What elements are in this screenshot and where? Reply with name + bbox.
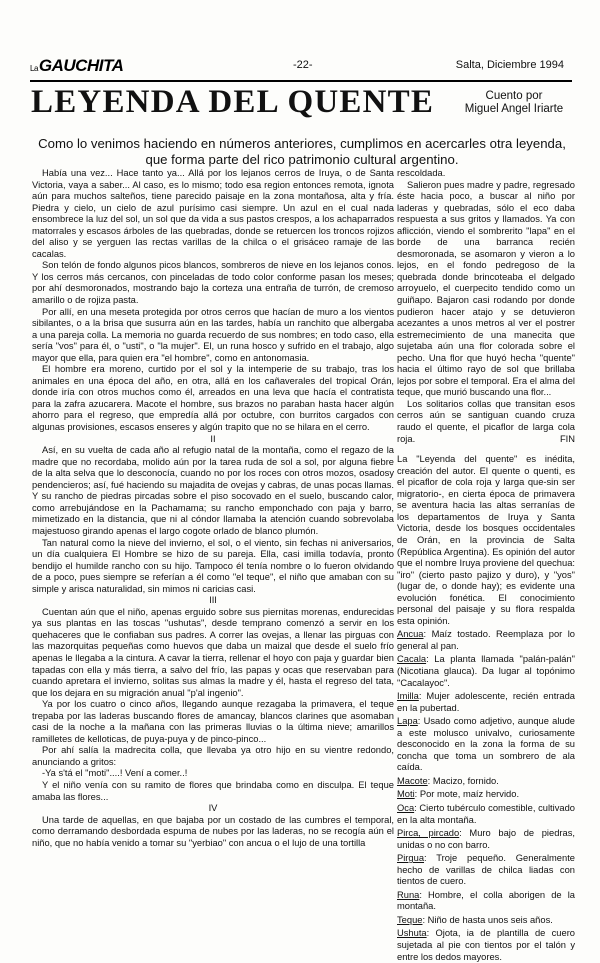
glossary-term: Macote bbox=[397, 775, 428, 786]
glossary-definition: : Troje pequeño. Generalmente hecho de varillas de chilca liadas con tientos de cuero. bbox=[397, 853, 575, 887]
section-number: IV bbox=[208, 803, 218, 814]
glossary-definition: : Cierto tubérculo comestible, cultivado en la alta montaña. bbox=[397, 802, 575, 825]
paragraph: Salieron pues madre y padre, regresado éste hacia poco, a buscar al niño por laderas y quebradas, sólo el eco daba respuesta a sus gritos y llamados. Ya con aflicción, viendo el sombrerito "lapa" en el borde de una barranca recién desmoronada, se asomaron y vieron a lo lejos, en el fondo pedregoso de la quebrada donde brincoteaba el delgado arroyuelo, el cuerpecito tendido como un guiñapo. Bajaron casi rodando por donde pudieron hacer atajo y se detuvieron acezantes a unos metros al ver el postrer estremecimiento de una manecita que sujetaba aún una flor colorada sobre el pecho. Una flor que huyó hecha "quente" hacia el último rayo de sol que brillaba lejos por sobre el temporal. Era el alma del teque, que murió buscando una flor... bbox=[397, 179, 575, 398]
glossary-term: Pirca, pircado bbox=[397, 828, 460, 839]
glossary-entry bbox=[397, 776, 575, 788]
glossary-term: Pirgua bbox=[397, 853, 425, 864]
article-column-left bbox=[32, 168, 394, 898]
glossary-entry bbox=[397, 890, 575, 913]
closing-paragraph: Los solitarios collas que transitan esos cerros aún se santiguan cuando cruza raudo el quente, el picaflor de larga cola roja. bbox=[397, 398, 575, 444]
glossary-term: Teque bbox=[397, 914, 423, 925]
glossary-definition: : Niño de hasta unos seis años. bbox=[422, 914, 553, 925]
glossary-definition: : Mujer adolescente, recién entrada en la pubertad. bbox=[397, 691, 575, 713]
logo-text: GAUCHITA bbox=[38, 56, 124, 75]
masthead bbox=[30, 56, 572, 80]
glossary-entry bbox=[397, 928, 575, 963]
page-number: -22- bbox=[293, 59, 313, 71]
dateline: Salta, Diciembre 1994 bbox=[455, 59, 564, 71]
newspaper-logo bbox=[30, 56, 123, 76]
glossary-definition: : Ojota, ia de plantilla de cuero sujetada al pie con tientos por el talón y entre los dedos mayores. bbox=[397, 928, 575, 962]
end-mark: FIN bbox=[559, 433, 575, 444]
glossary-entry bbox=[397, 789, 575, 801]
article-column-right bbox=[397, 168, 575, 962]
section-number: II bbox=[210, 433, 216, 444]
paragraph: Por allí, en una meseta protegida por otros cerros que hacían de muro a los vientos sibilantes, o a la brisa que susurra aún en las tardes, había un ranchito que albergaba a una pareja colla. La memoria no guarda recuerdo de sus nombres; en todo caso, ella sería "vos" para él, o "usti", o "la mujer". El, un runa hosco y sufrido en el trabajo, algo mayor que ella, para quien era "el hombre", como en antonomasia. bbox=[32, 306, 394, 363]
glossary-term: Lapa bbox=[397, 716, 418, 727]
paragraph: Así, en su vuelta de cada año al refugio natal de la montaña, como el regazo de la madre que no recordaba, molido aún por la tarea ruda de sol a sol, por alguna fiebre de la alta selva que lo desconocía, cuando no por los roces con otros mozos, osadosy pendencieros; así, fué haciendo su majadita de ovejas y cabras, de unas pocas llamas. Y su rancho de piedras pircadas sobre el piso socovado en el suelo, buscando calor, como arrebujándose en la Pachamama; su rancho emponchado con paja y barro, mimetizado en la distancia, que ni al cóndor llamaba la atención cuando sobrevolaba majestuoso girando apenas el largo cogote orlado de blanco plumón. bbox=[32, 445, 394, 536]
paragraph: Cuentan aún que el niño, apenas erguido sobre sus piernitas morenas, endurecidas ya sus plantas en las toscas "ushutas", desde temprano comenzó a servir en los quehaceres que le confiaban sus padres. A correr las ovejas, a llenar las pirguas con las mazorquitas pequeñas como huevos que daba un maizal que desde el suelo frío apenas le llegaba a la cintura. A cavar la tierra, rellenar el hoyo con paja y guardar bien tapadas con ella y más tierra, a salvo del frío, las papas y ocas que reservaban para cuando apretara el invierno, solitas sus almas la madre y él, hasta el regreso del tata, que los dejara en su migración anual "p'al ingenio". bbox=[32, 606, 394, 698]
glossary-term: Moti bbox=[397, 789, 415, 800]
glossary-term: Oca bbox=[397, 802, 415, 813]
glossary-term: Runa bbox=[397, 889, 420, 900]
glossary-definition: : Por mote, maíz hervido. bbox=[414, 789, 520, 800]
glossary-entry bbox=[397, 691, 575, 714]
byline bbox=[454, 90, 574, 116]
paragraph: rescoldada. bbox=[397, 168, 446, 178]
glossary-entry bbox=[397, 629, 575, 652]
glossary-definition: : La planta llamada "palán-palán" (Nicotiana glauca). Da lugar al topónimo "Cacalayoc". bbox=[397, 654, 575, 688]
section-number: III bbox=[209, 595, 217, 606]
glossary-entry bbox=[397, 654, 575, 689]
glossary-entry bbox=[397, 853, 575, 888]
paragraph: El hombre era moreno, curtido por el sol y la intemperie de su trabajo, tras los animales en una época del año, en otra, allá en los cañaverales del tropical Orán, donde iría con otros muchos como él, arreados en una leva que hacía el contratista para la zafra azucarera. Macote el hombre, sus brazos no paraban hasta hacer algún ahorro para el regreso, que empredía allá por octubre, con burritos cargados con algunas provisiones, escasos enseres y algún trapito que no se hilara en el cerro. bbox=[32, 364, 394, 433]
paragraph: Una tarde de aquellas, en que bajaba por un costado de las cumbres el temporal, como derramando desbordada espuma de nubes por las laderas, no se recogía aún el niño, que no había venido a tomar su "yerbiao" con ancua o el lujo de una tortilla bbox=[32, 814, 394, 848]
glossary-term: Ancua bbox=[397, 629, 424, 640]
masthead-rule bbox=[30, 80, 572, 82]
paragraph: Tan natural como la nieve del invierno, el sol, o el viento, sin fechas ni aniversarios, un día cualquiera El Hombre se hizo de su pareja. Ella, casi imilla todavía, pronto bendijo el humilde rancho con su hijo. Tampoco él tenía nombre o lo fueron olvidando de a poco, pues siempre se referían a él como "el teque", el niño que amaban con su simple y arisca naturalidad, sin mimos ni caricias casi. bbox=[32, 537, 394, 594]
glossary-entry bbox=[397, 828, 575, 851]
paragraph: Había una vez... Hace tanto ya... Allá por los lejanos cerros de Iruya, o de Santa Victoria, vaya a saber... Al caso, es lo mismo; todo esa region entonces remota, ignota aún para muchos salteños, tiene parecido paisaje en la zona montañosa, alta y fría. Piedra y cielo, un cielo de azul purísimo casi siempre. Un azul en el cual nada ensombrece la luz del sol, un sol que da vida a sus pastos crespos, a los achaparrados matorrales y escasos árboles de las quebradas, donde se retuercen los troncos rojizos del aliso y se yerguen las rectas varillas de la chilca o el grisáceo ramaje de las cacalas. bbox=[32, 168, 394, 259]
logo-prefix: La bbox=[30, 64, 38, 73]
glossary-definition: : Macizo, fornido. bbox=[427, 775, 499, 786]
paragraph: -Ya s'tá el "moti"....! Vení a comer..! bbox=[42, 768, 188, 779]
paragraph: Ya por los cuatro o cinco años, llegando aunque rezagaba la primavera, el teque trepaba por las laderas buscando flores de amancay, blancos clarines que asomaban casi de la noche a la mañana con las primeras lluvias o la última nieve; amarillos ramilletes de kelloticas, de puya-puya y de pinco-pinco... bbox=[32, 699, 394, 744]
article-lead: Como lo venimos haciendo en números anteriores, cumplimos en acercarles otra leyenda, que forma parte del rico patrimonio cultural argentino. bbox=[38, 136, 566, 167]
paragraph bbox=[397, 399, 575, 445]
paragraph: Y el niño venía con su ramito de flores que brindaba como en disculpa. El teque amaba las flores... bbox=[32, 779, 394, 802]
glossary-definition: : Hombre, el colla aborigen de la montaña. bbox=[397, 889, 575, 912]
glossary-entry bbox=[397, 803, 575, 826]
paragraph: Por ahí salía la madrecita colla, que llevaba ya otro hijo en su vientre redondo, anunciando a gritos: bbox=[32, 745, 394, 767]
glossary-definition: : Maíz tostado. Reemplaza por lo general al pan. bbox=[397, 629, 575, 651]
glossary-term: Cacala bbox=[397, 654, 427, 665]
glossary-term: Ushuta bbox=[397, 928, 427, 939]
glossary-entry bbox=[397, 716, 575, 774]
author-note: La "Leyenda del quente" es inédita, creación del autor. El quente o quenti, es el picaflor de cola roja y larga que-sin ser migratorio-, en cierta época de primavera se aventura hacia las altas serranías de los departamentos de Iruya y Santa Victoria, desde los bosques occidentales de Orán, en la provincia de Salta (República Argentina). Es opinión del autor que el nombre Iruya proviene del quechua: "iro" (cierto pasto pajizo y duro), y "yos" (lugar de, o donde hay); es evidente una evolución fonética. El conocimiento personal del paisaje y su flora respalda esta opinión. bbox=[397, 454, 575, 626]
glossary-definition: : Usado como adjetivo, aunque alude a este molusco univalvo, curiosamente desconocido en la zona la forma de su concha que toma un sombrero de ala caída. bbox=[397, 716, 575, 773]
paragraph: Son telón de fondo algunos picos blancos, sombreros de nieve en los lejanos conos. Y los cerros más cercanos, con pinceladas de todo color conforme pasan los meses; por ahí desmoronados, mostrando bajo la corteza una entraña de turrón, de cremoso amarillo o de rojiza pasta. bbox=[32, 260, 394, 306]
byline-label: Cuento por bbox=[485, 90, 543, 102]
glossary-entry bbox=[397, 915, 575, 927]
glossary-term: Imilla bbox=[397, 691, 419, 702]
byline-author: Miguel Angel Iriarte bbox=[464, 103, 564, 115]
article-title: LEYENDA DEL QUENTE bbox=[31, 84, 435, 120]
glossary-definition: : Muro bajo de piedras, unidas o no con barro. bbox=[397, 828, 575, 850]
